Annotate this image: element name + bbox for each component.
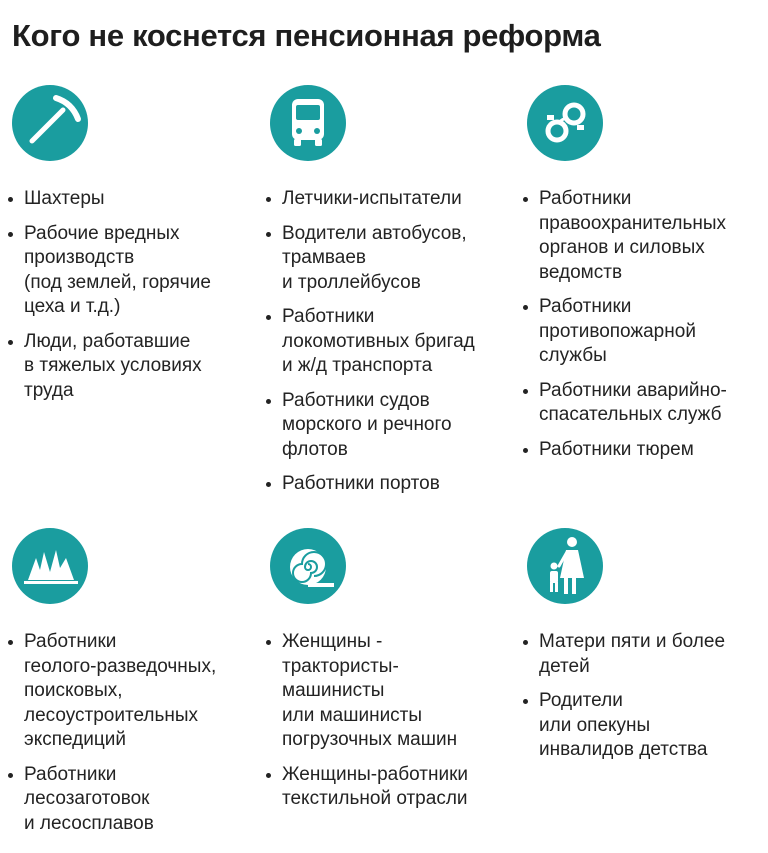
group-list	[4, 630, 249, 836]
list-item: Родители или опекуны инвалидов детства	[519, 689, 764, 763]
list-item: Работники лесозаготовок и лесосплавов	[4, 763, 249, 837]
group-miners	[4, 85, 249, 413]
list-item: Работники судов морского и речного флотов	[262, 389, 507, 463]
list-item: Работники противопожарной службы	[519, 295, 764, 369]
list-item: Женщины-работники текстильной отрасли	[262, 763, 507, 812]
list-item: Водители автобусов, трамваев и троллейбусов	[262, 222, 507, 296]
group-list	[262, 187, 507, 497]
group-parents	[519, 528, 764, 773]
list-item: Работники локомотивных бригад и ж/д транспорта	[262, 305, 507, 379]
list-item: Летчики-испытатели	[262, 187, 507, 212]
list-item: Работники правоохранительных органов и силовых ведомств	[519, 187, 764, 285]
fabric-roll-icon	[270, 528, 346, 604]
list-item: Работники тюрем	[519, 438, 764, 463]
list-item: Люди, работавшие в тяжелых условиях труда	[4, 330, 249, 404]
list-item: Женщины - трактористы- машинисты или машинисты погрузочных машин	[262, 630, 507, 753]
list-item: Шахтеры	[4, 187, 249, 212]
forest-icon	[12, 528, 88, 604]
group-transport	[262, 85, 507, 507]
list-item: Рабочие вредных производств (под землей, горячие цеха и т.д.)	[4, 222, 249, 320]
group-list	[4, 187, 249, 403]
group-law-enforcement	[519, 85, 764, 472]
handcuffs-icon	[527, 85, 603, 161]
group-list	[519, 187, 764, 462]
group-expeditions	[4, 528, 249, 846]
list-item: Матери пяти и более детей	[519, 630, 764, 679]
group-list	[519, 630, 764, 763]
bus-icon	[270, 85, 346, 161]
list-item: Работники портов	[262, 472, 507, 497]
group-women-workers	[262, 528, 507, 822]
list-item: Работники геолого-разведочных, поисковых, лесоустроительных экспедиций	[4, 630, 249, 753]
page-title: Кого не коснется пенсионная реформа	[12, 18, 601, 53]
list-item: Работники аварийно- спасательных служб	[519, 379, 764, 428]
group-list	[262, 630, 507, 812]
mother-child-icon	[527, 528, 603, 604]
pickaxe-icon	[12, 85, 88, 161]
